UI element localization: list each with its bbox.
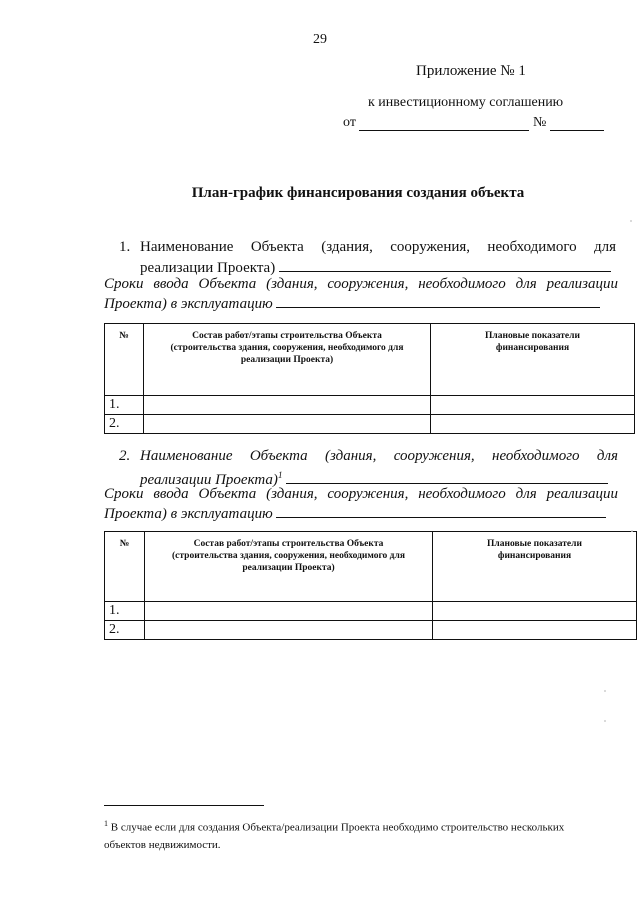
scan-speck [604, 720, 606, 722]
table-header-row [105, 532, 637, 602]
footnote-reference: 1 [277, 470, 283, 480]
footnote [104, 815, 622, 854]
row-plan-cell[interactable] [433, 621, 637, 640]
section-2-term-line2 [104, 503, 606, 525]
row-plan-cell[interactable] [431, 396, 635, 415]
section-2-term-blank [276, 503, 606, 518]
row-number: 1. [105, 602, 145, 621]
section-1-term-blank [276, 293, 600, 308]
scan-speck [631, 530, 633, 532]
row-number: 1. [105, 396, 144, 415]
section-1-number: 1. [119, 239, 131, 255]
section-2-name-blank [286, 469, 608, 484]
section-2-term-label: Проекта) в эксплуатацию [104, 506, 273, 522]
section-2-table [104, 531, 637, 640]
row-number: 2. [105, 415, 144, 434]
section-1-term-line2 [104, 293, 600, 315]
agreement-label: к инвестиционному соглашению [368, 95, 564, 110]
row-number: 2. [105, 621, 145, 640]
table-row [105, 415, 635, 434]
section-1-name-label: реализации Проекта) [140, 260, 276, 276]
header-plan: Плановые показатели финансирования [433, 532, 637, 602]
section-1-term-line1: Сроки ввода Объекта (здания, сооружения, необходимого для реализации [104, 276, 618, 292]
appendix-label: Приложение № 1 [416, 63, 526, 79]
section-1-name-line1: Наименование Объекта (здания, сооружения, необходимого для [140, 239, 616, 255]
table-row [105, 396, 635, 415]
date-blank [359, 116, 529, 131]
section-1-name-blank [279, 257, 611, 272]
header-no: № [105, 324, 144, 396]
section-2-name-line1: Наименование Объекта (здания, сооружения, необходимого для [140, 448, 618, 464]
section-1-term-label: Проекта) в эксплуатацию [104, 296, 273, 312]
number-sign: № [532, 115, 547, 130]
from-label: от [343, 115, 356, 130]
footnote-text: В случае если для создания Объекта/реализации Проекта необходимо строительство нескольких [110, 821, 565, 834]
row-works-cell[interactable] [145, 621, 433, 640]
footnote-line2: объектов недвижимости. [104, 838, 221, 851]
section-2-number: 2. [119, 448, 131, 464]
section-2-term-line1: Сроки ввода Объекта (здания, сооружения, необходимого для реализации [104, 486, 618, 502]
header-works: Состав работ/этапы строительства Объекта (строительства здания, сооружения, необходимого для реализации Проекта) [145, 532, 433, 602]
row-works-cell[interactable] [144, 415, 431, 434]
section-1-table [104, 323, 635, 434]
header-no: № [105, 532, 145, 602]
section-2-name-label: реализации Проекта) [140, 472, 278, 488]
row-works-cell[interactable] [144, 396, 431, 415]
row-plan-cell[interactable] [431, 415, 635, 434]
header-works: Состав работ/этапы строительства Объекта (строительства здания, сооружения, необходимого для реализации Проекта) [144, 324, 431, 396]
scan-speck [630, 220, 632, 222]
table-row [105, 602, 637, 621]
number-blank [550, 116, 604, 131]
footnote-separator [104, 805, 264, 806]
scan-speck [604, 690, 606, 692]
agreement-date-line [343, 115, 604, 131]
row-plan-cell[interactable] [433, 602, 637, 621]
footnote-mark: 1 [104, 819, 108, 828]
header-plan: Плановые показатели финансирования [431, 324, 635, 396]
row-works-cell[interactable] [145, 602, 433, 621]
table-header-row [105, 324, 635, 396]
document-title: План-график финансирования создания объекта [191, 185, 525, 201]
table-row [105, 621, 637, 640]
footnote-line1 [104, 815, 622, 837]
page-number: 29 [313, 32, 327, 47]
